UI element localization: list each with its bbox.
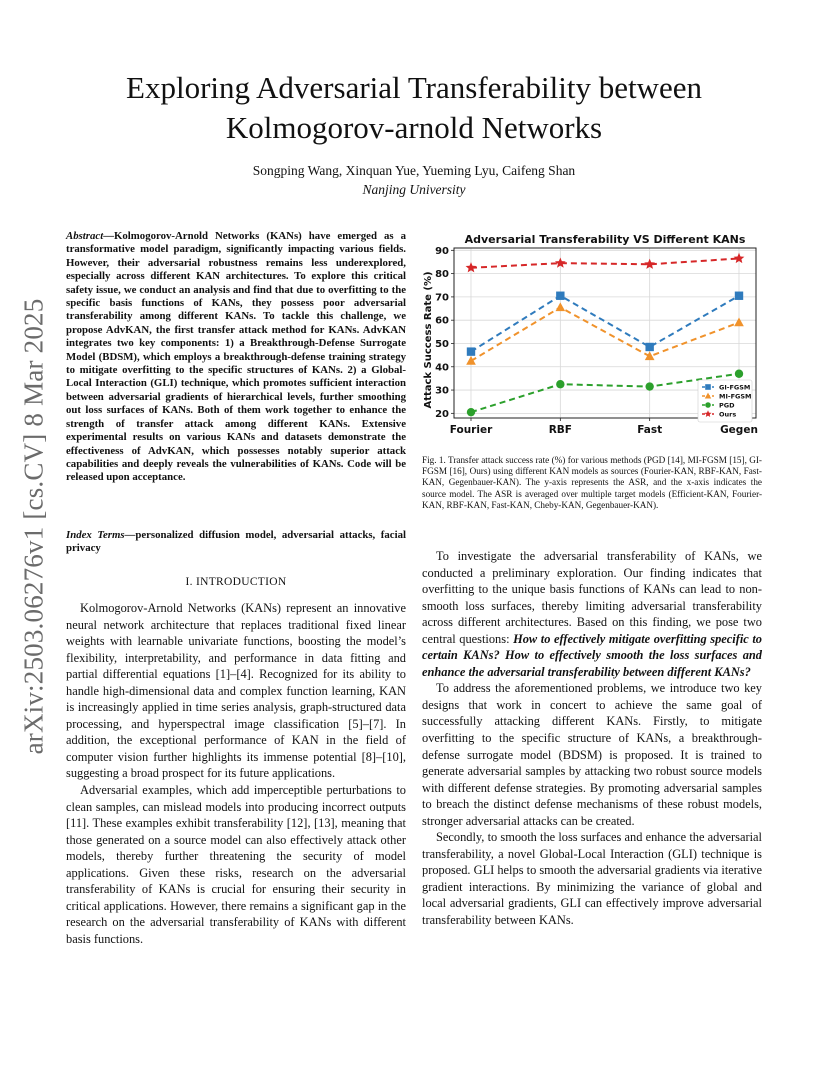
index-terms	[66, 529, 406, 556]
chart-point	[467, 408, 475, 416]
chart-x-tick-label: Fourier	[449, 424, 493, 436]
chart-point	[735, 370, 743, 378]
author-list: Songping Wang, Xinquan Yue, Yueming Lyu, Caifeng Shan	[252, 163, 576, 178]
figure-caption: Fig. 1. Transfer attack success rate (%) for various methods (PGD [14], MI-FGSM [15], GI-FGSM [16], Ours) using different KAN models as sources (Fourier-KAN, RBF-KAN, Fast-KAN, Gegenbauer-KAN). The y-axis represents the ASR, and the x-axis indicates the source model. The ASR is averaged over multiple target models (Efficient-KAN, Fourier-KAN, RBF-KAN, Fast-KAN, Cheby-KAN, Gegenbauer-KAN).	[422, 455, 762, 510]
index-terms-lead: Index Terms	[66, 529, 125, 541]
chart-y-tick-label: 80	[435, 269, 449, 281]
chart-point	[556, 380, 564, 388]
chart-y-tick-label: 40	[435, 362, 449, 374]
transferability-line-chart	[418, 228, 768, 443]
chart-legend-label: MI-FGSM	[719, 392, 752, 401]
paragraph: Adversarial examples, which add imperceptible perturbations to clean samples, can mislead models into producing incorrect outputs [11]. These examples exhibit transferability [12], [13], meaning that those generated on a source model can also effectively attack other models, thereby further threatening the security of model applications. Given these risks, research on the adversarial transferability of KANs is crucial for ensuring their security in critical applications. However, there remains a significant gap in the research on the adversarial transferability of KANs with different basis functions.	[66, 783, 406, 946]
chart-series-gi-fgsm	[467, 292, 743, 356]
chart-x-tick-label: Fast	[637, 424, 663, 436]
paragraph-text: To investigate the adversarial transferability of KANs, we conducted a preliminary exploration. Our finding indicates that overfitting to the unique basis functions of KANs can lead to non-smooth loss surfaces, thereby limiting adversarial transferability across different architectures. Based on this finding, we pose two central questions:	[422, 549, 762, 646]
paragraph: Kolmogorov-Arnold Networks (KANs) represent an innovative neural network architecture that replaces traditional fixed linear weights with learnable univariate functions, boosting the model’s flexibility, interpretability, and performance in data fitting and partial differential equations [1]–[4]. Recognized for its ability to handle high-dimensional data and complex function learning, KAN is increasingly applied in time series analysis, graph-structured data processing, and hyperspectral image classification [5]–[7]. In addition, the exceptional performance of KAN in the field of computer vision further highlights its immense potential [8]–[10], suggesting a broad prospect for its future applications.	[66, 601, 406, 781]
chart-series-line	[471, 307, 739, 361]
chart-y-tick-label: 20	[435, 408, 449, 420]
chart-y-tick-label: 70	[435, 292, 449, 304]
chart-title: Adversarial Transferability VS Different KANs	[464, 233, 746, 246]
abstract-text: —Kolmogorov-Arnold Networks (KANs) have emerged as a transformative model paradigm, significantly impacting various fields. However, their adversarial robustness remains less underexplored, especially across different KAN architectures. To explore this critical safety issue, we conduct an analysis and find that due to overfitting to the specific basis functions of KANs, they possess poor adversarial transferability among different KANs. To tackle this challenge, we propose AdvKAN, the first transfer attack method for KANs. AdvKAN integrates two key components: 1) a Breakthrough-Defense Surrogate Model (BDSM), which employs a breakthrough-defense training strategy to mitigate overfitting to the specific structures of KANs. 2) a Global-Local Interaction (GLI) technique, which promotes sufficient interaction between adversarial gradients of hierarchical levels, further smoothing out loss surfaces of KANs. Both of them work together to enhance the strength of transfer attack among different KANs. Extensive experimental results on various KANs and datasets demonstrate the effectiveness of AdvKAN, which possesses notably superior attack capabilities and deeply reveals the vulnerabilities of KANs. Code will be released upon acceptance.	[66, 230, 406, 484]
chart-y-tick-label: 30	[435, 385, 449, 397]
chart-point	[645, 382, 653, 390]
chart-x-tick-label: RBF	[548, 424, 572, 436]
chart-y-tick-label: 50	[435, 338, 449, 350]
chart-point	[466, 356, 476, 365]
chart-point	[556, 292, 564, 300]
right-column-body	[422, 548, 762, 929]
affiliation: Nanjing University	[362, 182, 466, 197]
chart-series-line	[471, 258, 739, 267]
paragraph: To address the aforementioned problems, we introduce two key designs that work in concert to achieve the same goal of successfully attacking different KANs. Firstly, to mitigate overfitting to the specific structure of KANs, a breakthrough-defense surrogate model (BDSM) is proposed. It is trained to generate adversarial samples by attacking two robust source models with different defense strategies. By promoting adversarial samples to breach the distinct defense mechanisms of these robust models, stronger adversarial attacks can be created.	[422, 681, 762, 828]
chart-point	[705, 402, 711, 408]
chart-series-mi-fgsm	[466, 302, 744, 364]
chart-y-axis-label: Attack Success Rate (%)	[423, 271, 434, 409]
research-questions: How to effectively mitigate overfitting specific to certain KANs? How to effectively smooth the loss surfaces and enhance the adversarial transferability between different KANs?	[422, 631, 763, 679]
chart-legend-label: GI-FGSM	[719, 383, 751, 392]
chart-point	[645, 351, 655, 360]
abstract	[66, 230, 406, 485]
arxiv-side-label: arXiv:2503.06276v1 [cs.CV] 8 Mar 2025	[18, 298, 49, 755]
chart-legend-label: Ours	[719, 410, 737, 419]
abstract-lead: Abstract	[66, 230, 104, 242]
chart-point	[705, 384, 711, 390]
chart-y-tick-label: 90	[435, 245, 449, 257]
chart-legend	[698, 380, 752, 422]
chart-x-tick-label: Gegen	[720, 424, 758, 436]
chart-y-ticks	[435, 246, 454, 420]
left-column-body	[66, 600, 406, 947]
chart-series-ours	[466, 253, 745, 273]
paragraph: Secondly, to smooth the loss surfaces and enhance the adversarial transferability, a novel Global-Local Interaction (GLI) technique is proposed. GLI helps to smooth the adversarial gradients via iterative gradient interactions. By minimizing the variance of global and local adversarial gradients, GLI can effectively improve adversarial transferability between KANs.	[422, 830, 762, 928]
chart-point	[734, 317, 744, 326]
chart-legend-label: PGD	[719, 401, 735, 410]
chart-point	[735, 292, 743, 300]
chart-point	[645, 343, 653, 351]
chart-y-tick-label: 60	[435, 315, 449, 327]
chart-point	[467, 347, 475, 355]
index-terms-text: —personalized diffusion model, adversarial attacks, facial privacy	[66, 529, 406, 555]
chart-point	[556, 302, 566, 311]
paragraph	[422, 548, 762, 680]
paper-title: Exploring Adversarial Transferability between Kolmogorov-arnold Networks	[126, 70, 702, 145]
section-heading-introduction: I. INTRODUCTION	[185, 576, 287, 588]
